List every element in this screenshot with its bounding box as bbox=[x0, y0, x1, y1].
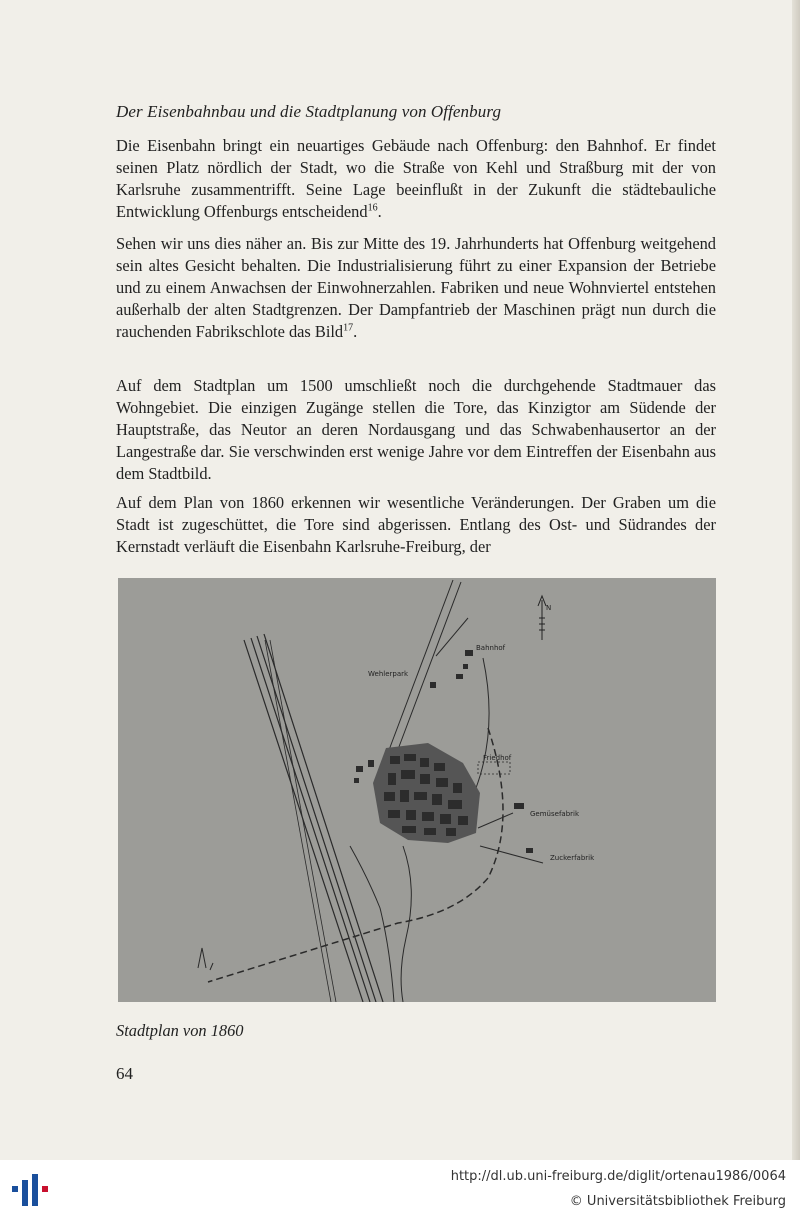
label-bahnhof: Bahnhof bbox=[476, 644, 506, 652]
label-gemuesefabrik: Gemüsefabrik bbox=[530, 810, 580, 818]
label-zuckerfabrik: Zuckerfabrik bbox=[550, 854, 595, 862]
paragraph bbox=[116, 135, 716, 223]
town-core bbox=[354, 743, 480, 843]
paragraph bbox=[116, 375, 716, 485]
paragraph-text: Auf dem Plan von 1860 erkennen wir wesentliche Veränderungen. Der Graben um die Stadt ist zugeschüttet, die Tore sind abgerissen. Entlang des Ost- und Südrandes der Kernstadt verläuft die Eisenbahn Karlsruhe-Freiburg, der bbox=[116, 493, 716, 556]
footer-copyright: © Universitätsbibliothek Freiburg bbox=[569, 1194, 786, 1209]
city-map-1860 bbox=[118, 578, 716, 1002]
paragraph-end: . bbox=[377, 202, 382, 221]
paragraph bbox=[116, 492, 716, 558]
paragraph-text: Auf dem Stadtplan um 1500 umschließt noch die durchgehende Stadtmauer das Wohngebiet. Die einzigen Zugänge stellen die Tore, das Kinzigtor am Südende der Hauptstraße, das Neutor an deren Nordausgang und das Schwabenhausertor an der Langestraße dar. Sie verschwinden erst wenige Jahre vor dem Eintreffen der Eisenbahn aus dem Stadtbild. bbox=[116, 376, 716, 483]
railway-tracks bbox=[244, 634, 383, 1002]
paragraph bbox=[116, 233, 716, 343]
map-drawing bbox=[118, 578, 716, 1002]
footnote-marker: 16 bbox=[367, 202, 378, 214]
footer-url-link[interactable]: http://dl.ub.uni-freiburg.de/diglit/ortenau1986/0064 bbox=[450, 1169, 786, 1184]
library-logo bbox=[10, 1172, 52, 1208]
footer-bar bbox=[0, 1160, 800, 1220]
page-number: 64 bbox=[116, 1064, 133, 1083]
paragraph-end: . bbox=[353, 322, 358, 341]
north-arrow bbox=[538, 596, 546, 640]
figure-caption: Stadtplan von 1860 bbox=[116, 1021, 244, 1040]
map-mark bbox=[198, 948, 213, 970]
footnote-marker: 17 bbox=[343, 322, 354, 334]
label-wehlerpark: Wehlerpark bbox=[368, 670, 409, 678]
section-heading: Der Eisenbahnbau und die Stadtplanung von Offenburg bbox=[116, 102, 502, 121]
paragraph-text: Die Eisenbahn bringt ein neuartiges Gebäude nach Offenburg: den Bahnhof. Er findet seinen Platz nördlich der Stadt, wo die Straße von Kehl und Straßburg mit der von Karlsruhe zusammentrifft. Seine Lage beeinflußt in der Zukunft die städtebauliche Entwicklung Offenburgs entscheidend bbox=[116, 136, 716, 221]
label-friedhof: Friedhof bbox=[483, 754, 512, 762]
paragraph-text: Sehen wir uns dies näher an. Bis zur Mitte des 19. Jahrhunderts hat Offenburg weitgehend sein altes Gesicht behalten. Die Industrialisierung führt zu einer Expansion der Betriebe und zu einem Anwachsen der Einwohnerzahlen. Fabriken und neue Wohnviertel entstehen außerhalb der alten Stadtgrenzen. Der Dampfantrieb der Maschinen prägt nun durch die rauchenden Fabrikschlote das Bild bbox=[116, 234, 716, 341]
page-edge bbox=[792, 0, 800, 1160]
north-label: N bbox=[546, 604, 552, 612]
